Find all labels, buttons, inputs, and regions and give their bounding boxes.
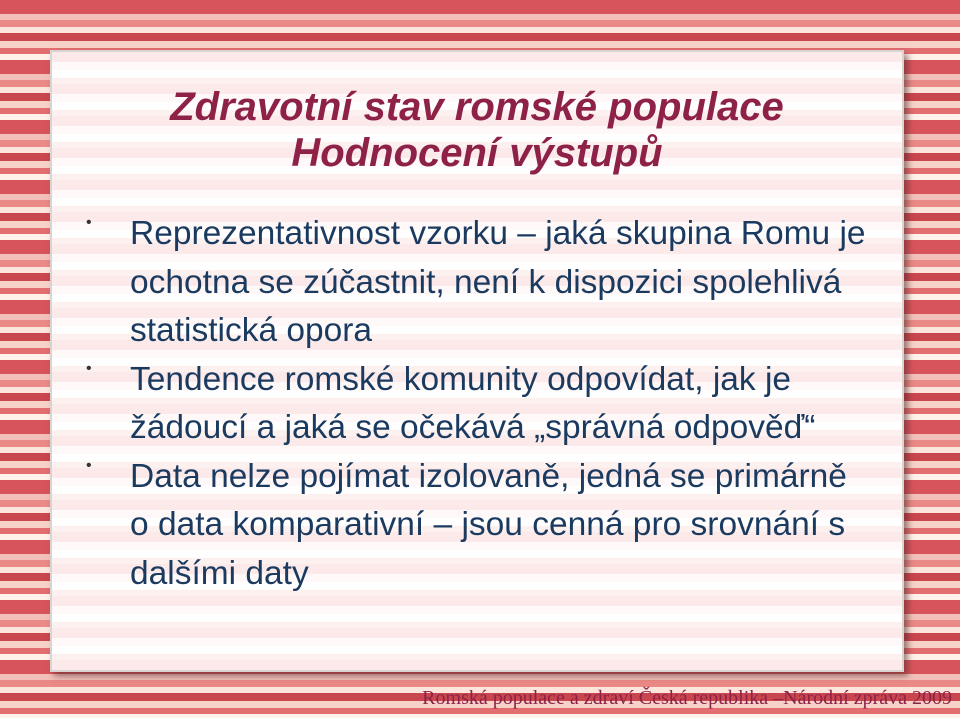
- bullet-text-3: Data nelze pojímat izolovaně, jedná se primárně o data komparativní – jsou cenná pro srovnání s dalšími daty: [130, 457, 847, 592]
- title-line-2: Hodnocení výstupů: [291, 131, 663, 175]
- footer-text: Romská populace a zdraví Česká republika –Národní zpráva 2009: [422, 687, 952, 709]
- bullet-item-1: [86, 210, 866, 356]
- bullet-dot-icon: •: [86, 214, 92, 231]
- bullet-item-3: [86, 453, 866, 599]
- bullet-text-2: Tendence romské komunity odpovídat, jak je žádoucí a jaká se očekává „správná odpověď“: [130, 360, 816, 446]
- bullet-text-1: Reprezentativnost vzorku – jaká skupina Romu je ochotna se zúčastnit, není k dispozici spolehlivá statistická opora: [130, 215, 866, 349]
- slide-title: [52, 84, 902, 176]
- bullet-dot-icon: •: [86, 359, 92, 377]
- bullet-item-2: [86, 356, 866, 453]
- title-line-1: Zdravotní stav romské populace: [170, 85, 784, 129]
- slide-content-panel: [50, 50, 904, 672]
- bullet-list: [86, 210, 866, 598]
- bullet-dot-icon: •: [86, 456, 92, 474]
